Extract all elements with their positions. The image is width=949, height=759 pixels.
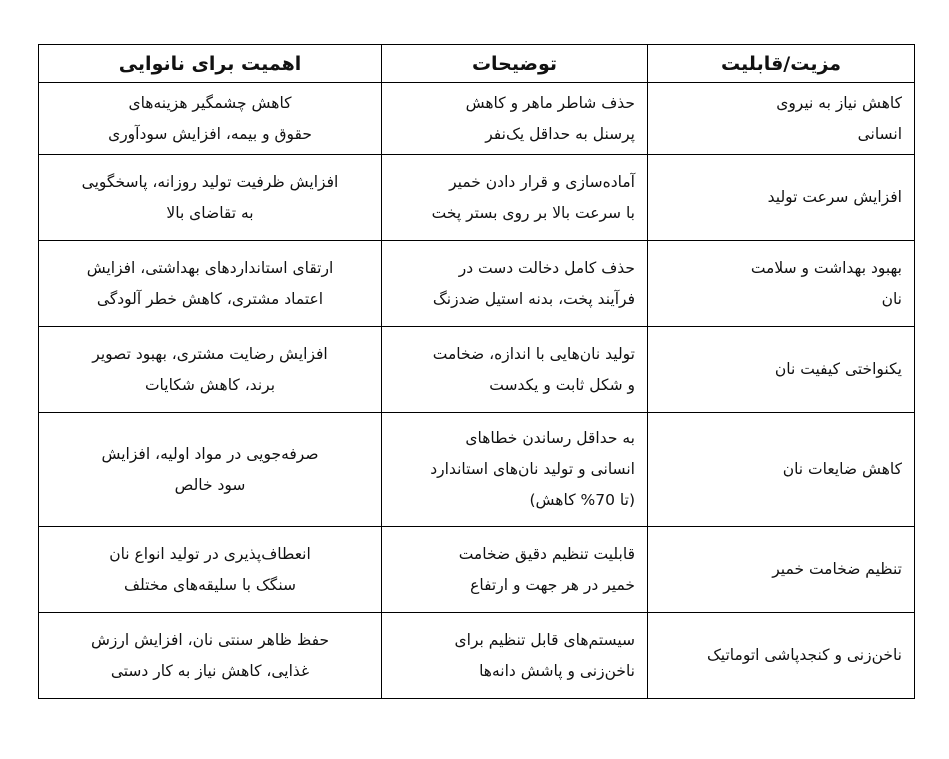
feature-cell bbox=[648, 527, 915, 613]
importance-cell-line: افزایش رضایت مشتری، بهبود تصویر bbox=[92, 344, 328, 363]
feature-cell bbox=[648, 241, 915, 327]
importance-cell-line: سود خالص bbox=[174, 475, 246, 494]
importance-cell-line: به تقاضای بالا bbox=[166, 203, 254, 222]
feature-cell-line: بهبود بهداشت و سلامت bbox=[750, 258, 902, 277]
header-importance: اهمیت برای نانوایی bbox=[39, 45, 382, 83]
feature-cell-line: افزایش سرعت تولید bbox=[767, 188, 902, 206]
importance-cell bbox=[39, 241, 382, 327]
table-row bbox=[39, 155, 915, 241]
header-row bbox=[39, 45, 915, 83]
description-cell-line: پرسنل به حداقل یک‌نفر bbox=[485, 124, 635, 143]
description-cell-line: (تا 70% کاهش) bbox=[529, 491, 635, 509]
importance-cell bbox=[39, 413, 382, 527]
header-feature: مزیت/قابلیت bbox=[648, 45, 915, 83]
feature-cell-line: تنظیم ضخامت خمیر bbox=[772, 560, 902, 578]
feature-cell-line: کاهش نیاز به نیروی bbox=[776, 93, 902, 112]
description-cell-line: خمیر در هر جهت و ارتفاع bbox=[470, 575, 635, 594]
feature-cell-line: انسانی bbox=[857, 124, 902, 143]
importance-cell-line: غذایی، کاهش نیاز به کار دستی bbox=[110, 661, 310, 680]
feature-cell-line: کاهش ضایعات نان bbox=[782, 460, 902, 478]
description-cell bbox=[382, 155, 648, 241]
importance-cell-line: کاهش چشمگیر هزینه‌های bbox=[128, 93, 292, 112]
feature-cell bbox=[648, 155, 915, 241]
header-description: توضیحات bbox=[382, 45, 648, 83]
description-cell bbox=[382, 241, 648, 327]
description-cell-line: تولید نان‌هایی با اندازه، ضخامت bbox=[432, 344, 635, 363]
description-cell bbox=[382, 327, 648, 413]
table-row bbox=[39, 83, 915, 155]
description-cell bbox=[382, 527, 648, 613]
description-cell-line: آماده‌سازی و قرار دادن خمیر bbox=[449, 172, 635, 191]
table-header bbox=[39, 45, 915, 83]
description-cell-line: سیستم‌های قابل تنظیم برای bbox=[454, 630, 635, 649]
feature-cell bbox=[648, 413, 915, 527]
description-cell-line: و شکل ثابت و یکدست bbox=[489, 375, 635, 394]
importance-cell bbox=[39, 527, 382, 613]
importance-cell-line: برند، کاهش شکایات bbox=[144, 375, 276, 394]
table-row bbox=[39, 527, 915, 613]
description-cell-line: فرآیند پخت، بدنه استیل ضدزنگ bbox=[432, 289, 635, 308]
importance-cell bbox=[39, 327, 382, 413]
description-cell-line: حذف شاطر ماهر و کاهش bbox=[465, 93, 635, 112]
feature-cell-line: ناخن‌زنی و کنجدپاشی اتوماتیک bbox=[706, 646, 902, 664]
description-cell-line: انسانی و تولید نان‌های استاندارد bbox=[430, 460, 635, 478]
importance-cell-line: سنگک با سلیقه‌های مختلف bbox=[123, 575, 297, 594]
description-cell-line: قابلیت تنظیم دقیق ضخامت bbox=[458, 544, 635, 563]
importance-cell-line: اعتماد مشتری، کاهش خطر آلودگی bbox=[96, 289, 324, 308]
description-cell bbox=[382, 413, 648, 527]
importance-cell-line: افزایش ظرفیت تولید روزانه، پاسخگویی bbox=[81, 172, 339, 191]
feature-cell bbox=[648, 83, 915, 155]
table-row bbox=[39, 241, 915, 327]
table-body bbox=[39, 83, 915, 699]
description-cell bbox=[382, 613, 648, 699]
importance-cell bbox=[39, 155, 382, 241]
importance-cell-line: حقوق و بیمه، افزایش سودآوری bbox=[108, 124, 312, 143]
importance-cell-line: حفظ ظاهر سنتی نان، افزایش ارزش bbox=[90, 630, 330, 649]
feature-cell-line: نان bbox=[881, 289, 902, 308]
importance-cell-line: انعطاف‌پذیری در تولید انواع نان bbox=[109, 544, 311, 563]
importance-cell bbox=[39, 613, 382, 699]
description-cell-line: ناخن‌زنی و پاشش دانه‌ها bbox=[479, 661, 635, 680]
feature-cell bbox=[648, 613, 915, 699]
table-row bbox=[39, 327, 915, 413]
importance-cell-line: صرفه‌جویی در مواد اولیه، افزایش bbox=[101, 444, 319, 463]
importance-cell bbox=[39, 83, 382, 155]
features-table bbox=[38, 44, 915, 699]
description-cell-line: با سرعت بالا بر روی بستر پخت bbox=[431, 203, 635, 222]
table-row bbox=[39, 413, 915, 527]
importance-cell-line: ارتقای استانداردهای بهداشتی، افزایش bbox=[86, 258, 334, 277]
description-cell-line: به حداقل رساندن خطاهای bbox=[465, 429, 635, 447]
description-cell bbox=[382, 83, 648, 155]
feature-cell bbox=[648, 327, 915, 413]
table-row bbox=[39, 613, 915, 699]
description-cell-line: حذف کامل دخالت دست در bbox=[458, 258, 635, 277]
feature-cell-line: یکنواختی کیفیت نان bbox=[774, 360, 902, 378]
